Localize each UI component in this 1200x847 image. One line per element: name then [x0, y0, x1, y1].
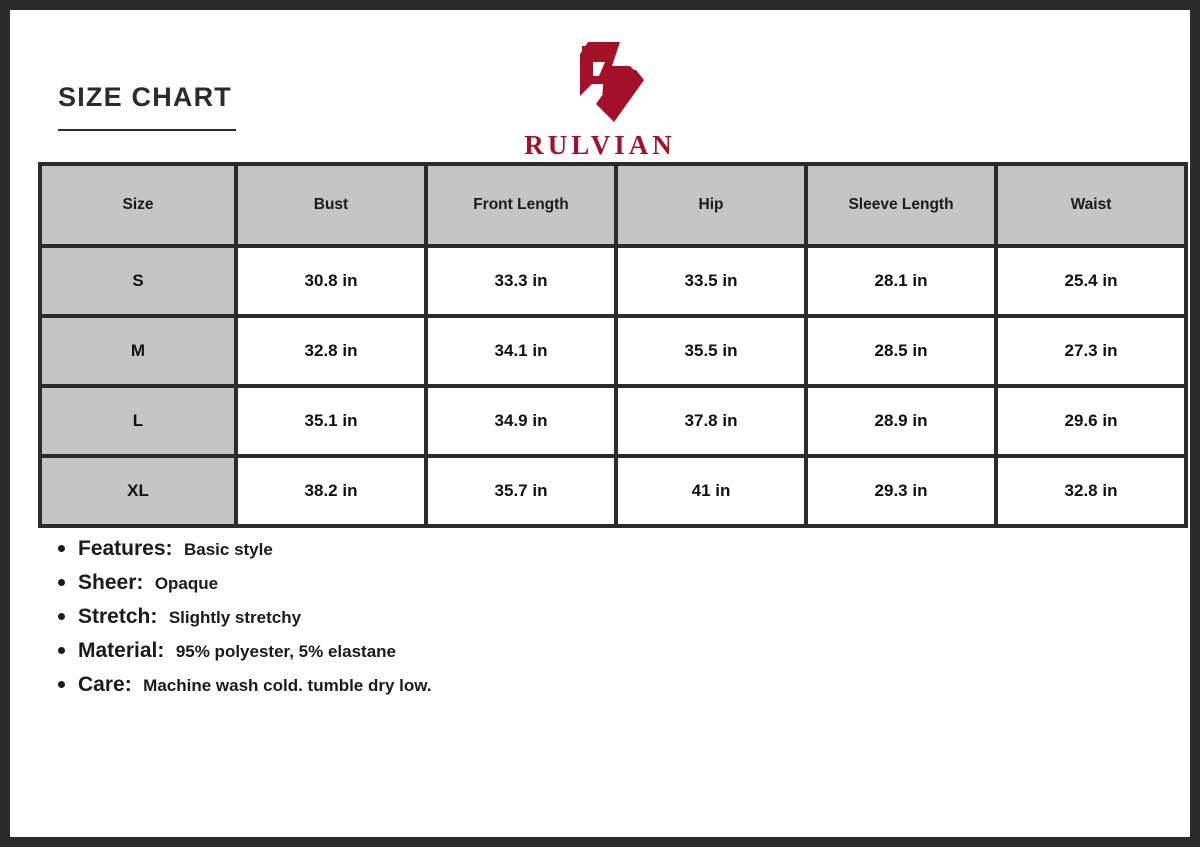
spec-label: Stretch: [78, 605, 158, 628]
column-header-sleeve-length: Sleeve Length [808, 166, 994, 244]
cell-hip: 41 in [618, 458, 804, 524]
page-title: SIZE CHART [58, 82, 232, 112]
bullet-icon [58, 681, 65, 688]
table-row [42, 458, 1184, 524]
cell-hip: 33.5 in [618, 248, 804, 314]
cell-hip: 37.8 in [618, 388, 804, 454]
cell-bust: 38.2 in [238, 458, 424, 524]
rulvian-r-logo-icon [552, 40, 648, 124]
list-item [54, 674, 1144, 695]
cell-size: M [42, 318, 234, 384]
spec-label: Care: [78, 673, 132, 696]
cell-hip: 35.5 in [618, 318, 804, 384]
column-header-hip: Hip [618, 166, 804, 244]
table-row [42, 248, 1184, 314]
cell-sleeve-length: 28.1 in [808, 248, 994, 314]
cell-sleeve-length: 28.9 in [808, 388, 994, 454]
column-header-size: Size [42, 166, 234, 244]
spec-value: Slightly stretchy [168, 608, 302, 627]
page-inner [10, 10, 1190, 837]
table-header-row [42, 166, 1184, 244]
cell-waist: 32.8 in [998, 458, 1184, 524]
size-table [38, 162, 1188, 528]
spec-value: Opaque [154, 574, 219, 593]
cell-bust: 30.8 in [238, 248, 424, 314]
spec-value: 95% polyester, 5% elastane [175, 642, 396, 661]
brand-name: RULVIAN [524, 130, 676, 160]
cell-waist: 27.3 in [998, 318, 1184, 384]
spec-value: Machine wash cold. tumble dry low. [143, 676, 432, 695]
list-item [54, 538, 1144, 559]
cell-front-length: 35.7 in [428, 458, 614, 524]
size-table-wrap [38, 162, 1162, 528]
cell-waist: 25.4 in [998, 248, 1184, 314]
bullet-icon [58, 647, 65, 654]
cell-bust: 35.1 in [238, 388, 424, 454]
cell-front-length: 34.9 in [428, 388, 614, 454]
cell-size: L [42, 388, 234, 454]
list-item [54, 572, 1144, 593]
column-header-bust: Bust [238, 166, 424, 244]
product-specs-list [54, 538, 1144, 708]
spec-value: Basic style [183, 540, 273, 559]
cell-bust: 32.8 in [238, 318, 424, 384]
column-header-waist: Waist [998, 166, 1184, 244]
cell-sleeve-length: 29.3 in [808, 458, 994, 524]
column-header-front-length: Front Length [428, 166, 614, 244]
bullet-icon [58, 579, 65, 586]
cell-sleeve-length: 28.5 in [808, 318, 994, 384]
cell-size: XL [42, 458, 234, 524]
brand-block [10, 40, 1190, 161]
cell-front-length: 34.1 in [428, 318, 614, 384]
bullet-icon [58, 545, 65, 552]
table-body [42, 248, 1184, 524]
table-header [42, 166, 1184, 244]
table-row [42, 388, 1184, 454]
spec-label: Features: [78, 537, 173, 560]
spec-label: Sheer: [78, 571, 144, 594]
cell-size: S [42, 248, 234, 314]
cell-front-length: 33.3 in [428, 248, 614, 314]
list-item [54, 640, 1144, 661]
cell-waist: 29.6 in [998, 388, 1184, 454]
bullet-icon [58, 613, 65, 620]
table-row [42, 318, 1184, 384]
list-item [54, 606, 1144, 627]
page-header [10, 10, 1190, 160]
spec-label: Material: [78, 639, 165, 662]
